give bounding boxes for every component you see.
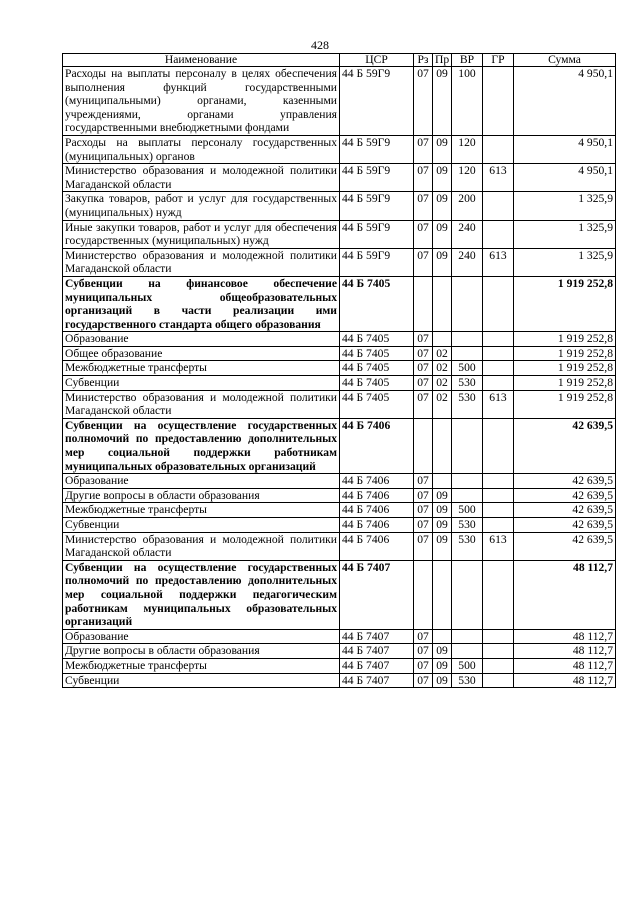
- row-sum-cell: 48 112,7: [514, 673, 616, 688]
- row-rz-cell: [414, 276, 433, 331]
- row-rz-cell: 07: [414, 248, 433, 276]
- row-rz-cell: 07: [414, 518, 433, 533]
- table-row: [63, 361, 616, 376]
- row-csr-cell: 44 Б 7406: [340, 418, 414, 473]
- row-sum-cell: 48 112,7: [514, 644, 616, 659]
- table-row: [63, 532, 616, 560]
- row-pr-cell: 02: [433, 376, 452, 391]
- row-csr-cell: 44 Б 7407: [340, 673, 414, 688]
- row-sum-cell: 4 950,1: [514, 135, 616, 163]
- row-gr-cell: [483, 332, 514, 347]
- row-pr-cell: [433, 474, 452, 489]
- row-rz-cell: 07: [414, 503, 433, 518]
- row-gr-cell: [483, 192, 514, 220]
- row-csr-cell: 44 Б 59Г9: [340, 192, 414, 220]
- row-csr-cell: 44 Б 7406: [340, 488, 414, 503]
- row-pr-cell: 02: [433, 361, 452, 376]
- row-name-cell: Образование: [63, 332, 340, 347]
- row-sum-cell: 1 325,9: [514, 220, 616, 248]
- row-rz-cell: 07: [414, 332, 433, 347]
- row-pr-cell: 09: [433, 248, 452, 276]
- row-sum-cell: 1 919 252,8: [514, 346, 616, 361]
- row-vr-cell: 500: [452, 503, 483, 518]
- table-row: [63, 332, 616, 347]
- row-vr-cell: [452, 560, 483, 629]
- header-gr: ГР: [483, 54, 514, 67]
- row-pr-cell: 02: [433, 346, 452, 361]
- row-pr-cell: 02: [433, 390, 452, 418]
- row-csr-cell: 44 Б 59Г9: [340, 135, 414, 163]
- row-csr-cell: 44 Б 59Г9: [340, 220, 414, 248]
- row-gr-cell: 613: [483, 164, 514, 192]
- row-vr-cell: [452, 276, 483, 331]
- row-name-cell: Министерство образования и молодежной политики Магаданской области: [63, 248, 340, 276]
- row-vr-cell: 200: [452, 192, 483, 220]
- table-body: [63, 67, 616, 688]
- row-gr-cell: 613: [483, 532, 514, 560]
- row-sum-cell: 42 639,5: [514, 418, 616, 473]
- row-sum-cell: 42 639,5: [514, 532, 616, 560]
- row-gr-cell: 613: [483, 248, 514, 276]
- row-vr-cell: [452, 488, 483, 503]
- row-rz-cell: 07: [414, 644, 433, 659]
- row-pr-cell: 09: [433, 532, 452, 560]
- row-sum-cell: 42 639,5: [514, 503, 616, 518]
- row-gr-cell: [483, 346, 514, 361]
- header-name: Наименование: [63, 54, 340, 67]
- row-rz-cell: 07: [414, 376, 433, 391]
- row-rz-cell: 07: [414, 532, 433, 560]
- row-gr-cell: [483, 673, 514, 688]
- row-name-cell: Министерство образования и молодежной политики Магаданской области: [63, 390, 340, 418]
- row-vr-cell: [452, 644, 483, 659]
- row-name-cell: Министерство образования и молодежной политики Магаданской области: [63, 532, 340, 560]
- table-row: [63, 644, 616, 659]
- table-row: [63, 276, 616, 331]
- table-header-row: [63, 54, 616, 67]
- row-csr-cell: 44 Б 7406: [340, 518, 414, 533]
- row-pr-cell: 09: [433, 503, 452, 518]
- row-vr-cell: 530: [452, 673, 483, 688]
- table-row: [63, 376, 616, 391]
- row-csr-cell: 44 Б 7407: [340, 629, 414, 644]
- row-name-cell: Образование: [63, 474, 340, 489]
- row-name-cell: Расходы на выплаты персоналу государственных (муниципальных) органов: [63, 135, 340, 163]
- table-row: [63, 518, 616, 533]
- row-csr-cell: 44 Б 7407: [340, 644, 414, 659]
- row-pr-cell: 09: [433, 658, 452, 673]
- row-csr-cell: 44 Б 7405: [340, 276, 414, 331]
- table-row: [63, 67, 616, 136]
- row-vr-cell: [452, 332, 483, 347]
- row-vr-cell: [452, 629, 483, 644]
- row-vr-cell: 240: [452, 220, 483, 248]
- row-csr-cell: 44 Б 59Г9: [340, 67, 414, 136]
- row-csr-cell: 44 Б 7407: [340, 658, 414, 673]
- row-vr-cell: 500: [452, 658, 483, 673]
- budget-table: [62, 53, 616, 688]
- page-number: 428: [311, 38, 329, 52]
- row-sum-cell: 4 950,1: [514, 67, 616, 136]
- row-sum-cell: 1 325,9: [514, 248, 616, 276]
- row-pr-cell: 09: [433, 135, 452, 163]
- row-gr-cell: [483, 418, 514, 473]
- row-csr-cell: 44 Б 7406: [340, 474, 414, 489]
- row-sum-cell: 1 919 252,8: [514, 390, 616, 418]
- row-sum-cell: 42 639,5: [514, 474, 616, 489]
- row-pr-cell: 09: [433, 644, 452, 659]
- row-name-cell: Закупка товаров, работ и услуг для государственных (муниципальных) нужд: [63, 192, 340, 220]
- row-rz-cell: 07: [414, 488, 433, 503]
- row-pr-cell: 09: [433, 673, 452, 688]
- row-rz-cell: 07: [414, 361, 433, 376]
- row-pr-cell: 09: [433, 67, 452, 136]
- row-csr-cell: 44 Б 7405: [340, 346, 414, 361]
- row-vr-cell: 240: [452, 248, 483, 276]
- row-name-cell: Межбюджетные трансферты: [63, 503, 340, 518]
- row-gr-cell: [483, 376, 514, 391]
- row-vr-cell: [452, 474, 483, 489]
- row-rz-cell: 07: [414, 192, 433, 220]
- table-row: [63, 346, 616, 361]
- row-vr-cell: 120: [452, 164, 483, 192]
- row-rz-cell: 07: [414, 346, 433, 361]
- row-gr-cell: [483, 220, 514, 248]
- row-rz-cell: [414, 560, 433, 629]
- row-csr-cell: 44 Б 59Г9: [340, 248, 414, 276]
- table-row: [63, 673, 616, 688]
- header-csr: ЦСР: [340, 54, 414, 67]
- row-name-cell: Межбюджетные трансферты: [63, 658, 340, 673]
- table-row: [63, 220, 616, 248]
- row-vr-cell: 120: [452, 135, 483, 163]
- row-rz-cell: 07: [414, 220, 433, 248]
- table-row: [63, 135, 616, 163]
- row-csr-cell: 44 Б 7405: [340, 390, 414, 418]
- row-rz-cell: 07: [414, 135, 433, 163]
- row-rz-cell: 07: [414, 390, 433, 418]
- row-pr-cell: 09: [433, 164, 452, 192]
- row-gr-cell: [483, 361, 514, 376]
- header-sum: Сумма: [514, 54, 616, 67]
- row-vr-cell: [452, 346, 483, 361]
- row-gr-cell: [483, 629, 514, 644]
- header-rz: Рз: [414, 54, 433, 67]
- row-vr-cell: 530: [452, 376, 483, 391]
- row-csr-cell: 44 Б 59Г9: [340, 164, 414, 192]
- row-sum-cell: 1 919 252,8: [514, 361, 616, 376]
- row-sum-cell: 42 639,5: [514, 518, 616, 533]
- row-rz-cell: 07: [414, 474, 433, 489]
- row-gr-cell: [483, 644, 514, 659]
- table-row: [63, 164, 616, 192]
- row-name-cell: Субвенции: [63, 518, 340, 533]
- table-row: [63, 503, 616, 518]
- row-sum-cell: 1 919 252,8: [514, 276, 616, 331]
- row-gr-cell: [483, 560, 514, 629]
- table-row: [63, 474, 616, 489]
- row-csr-cell: 44 Б 7407: [340, 560, 414, 629]
- row-name-cell: Субвенции на осуществление государственных полномочий по предоставлению дополнительных мер социальной поддержки педагогическим работникам муниципальных образовательных организаций: [63, 560, 340, 629]
- row-gr-cell: [483, 67, 514, 136]
- header-pr: Пр: [433, 54, 452, 67]
- row-name-cell: Общее образование: [63, 346, 340, 361]
- row-name-cell: Субвенции: [63, 673, 340, 688]
- table-row: [63, 418, 616, 473]
- row-pr-cell: [433, 276, 452, 331]
- row-vr-cell: 530: [452, 390, 483, 418]
- table-row: [63, 629, 616, 644]
- row-rz-cell: [414, 418, 433, 473]
- table-row: [63, 658, 616, 673]
- row-sum-cell: 4 950,1: [514, 164, 616, 192]
- row-csr-cell: 44 Б 7405: [340, 376, 414, 391]
- row-pr-cell: 09: [433, 488, 452, 503]
- row-vr-cell: 530: [452, 518, 483, 533]
- row-rz-cell: 07: [414, 629, 433, 644]
- row-vr-cell: 100: [452, 67, 483, 136]
- row-pr-cell: 09: [433, 518, 452, 533]
- row-vr-cell: [452, 418, 483, 473]
- header-vr: ВР: [452, 54, 483, 67]
- row-gr-cell: [483, 276, 514, 331]
- row-name-cell: Субвенции: [63, 376, 340, 391]
- row-rz-cell: 07: [414, 673, 433, 688]
- row-pr-cell: 09: [433, 220, 452, 248]
- row-rz-cell: 07: [414, 658, 433, 673]
- table-row: [63, 560, 616, 629]
- row-name-cell: Межбюджетные трансферты: [63, 361, 340, 376]
- table-row: [63, 248, 616, 276]
- row-csr-cell: 44 Б 7406: [340, 532, 414, 560]
- row-name-cell: Расходы на выплаты персоналу в целях обеспечения выполнения функций государственными (муниципальными) органами, казенными учреждениями, органами управления государственными внебюджетными фондами: [63, 67, 340, 136]
- row-sum-cell: 48 112,7: [514, 629, 616, 644]
- row-csr-cell: 44 Б 7405: [340, 332, 414, 347]
- row-name-cell: Другие вопросы в области образования: [63, 644, 340, 659]
- row-vr-cell: 500: [452, 361, 483, 376]
- row-gr-cell: [483, 658, 514, 673]
- row-rz-cell: 07: [414, 164, 433, 192]
- row-csr-cell: 44 Б 7405: [340, 361, 414, 376]
- row-rz-cell: 07: [414, 67, 433, 136]
- row-name-cell: Субвенции на осуществление государственных полномочий по предоставлению дополнительных мер социальной поддержки работникам муниципальных образовательных организаций: [63, 418, 340, 473]
- row-pr-cell: [433, 560, 452, 629]
- row-pr-cell: [433, 332, 452, 347]
- row-vr-cell: 530: [452, 532, 483, 560]
- row-gr-cell: [483, 503, 514, 518]
- table-row: [63, 390, 616, 418]
- row-csr-cell: 44 Б 7406: [340, 503, 414, 518]
- row-name-cell: Иные закупки товаров, работ и услуг для обеспечения государственных (муниципальных) нужд: [63, 220, 340, 248]
- row-sum-cell: 1 325,9: [514, 192, 616, 220]
- row-sum-cell: 42 639,5: [514, 488, 616, 503]
- row-gr-cell: 613: [483, 390, 514, 418]
- row-sum-cell: 1 919 252,8: [514, 376, 616, 391]
- table-row: [63, 488, 616, 503]
- row-gr-cell: [483, 518, 514, 533]
- row-name-cell: Образование: [63, 629, 340, 644]
- row-gr-cell: [483, 135, 514, 163]
- row-pr-cell: [433, 418, 452, 473]
- row-pr-cell: 09: [433, 192, 452, 220]
- row-sum-cell: 48 112,7: [514, 560, 616, 629]
- row-name-cell: Министерство образования и молодежной политики Магаданской области: [63, 164, 340, 192]
- row-name-cell: Субвенции на финансовое обеспечение муниципальных общеобразовательных организаций в части реализации ими государственного стандарта общего образования: [63, 276, 340, 331]
- row-sum-cell: 1 919 252,8: [514, 332, 616, 347]
- row-gr-cell: [483, 488, 514, 503]
- row-pr-cell: [433, 629, 452, 644]
- row-name-cell: Другие вопросы в области образования: [63, 488, 340, 503]
- row-sum-cell: 48 112,7: [514, 658, 616, 673]
- row-gr-cell: [483, 474, 514, 489]
- table-row: [63, 192, 616, 220]
